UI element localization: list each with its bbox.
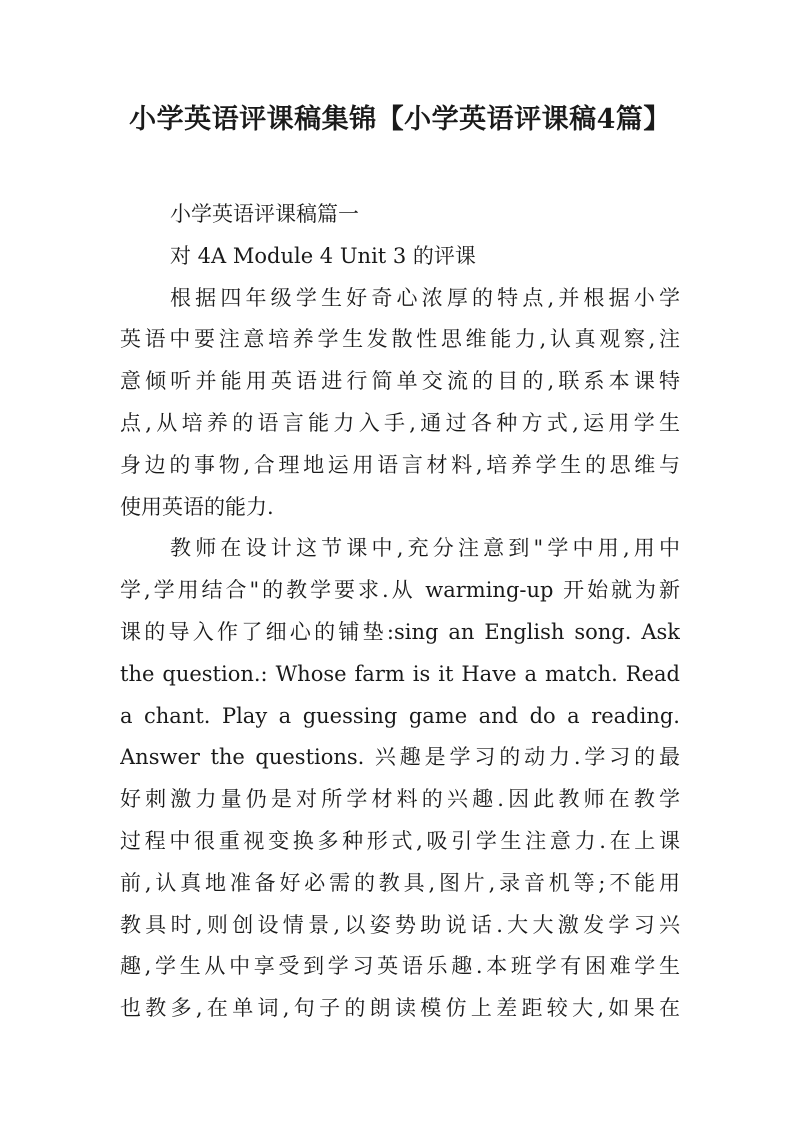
paragraph-line: 教师在设计这节课中,充分注意到"学中用,用中 <box>170 536 680 561</box>
subheading: 对 4A Module 4 Unit 3 的评课 <box>170 243 476 268</box>
paragraph-line: the question.: Whose farm is it Have a match. Read <box>120 661 680 686</box>
paragraph-line: 教具时,则创设情景,以姿势助说话.大大激发学习兴 <box>120 912 680 937</box>
paragraph-line: 过程中很重视变换多种形式,吸引学生注意力.在上课 <box>120 828 680 853</box>
paragraph-line: 英语中要注意培养学生发散性思维能力,认真观察,注 <box>120 327 680 352</box>
document-title: 小学英语评课稿集锦【小学英语评课稿4篇】 <box>129 104 671 135</box>
paragraph-line: 课的导入作了细心的铺垫:sing an English song. Ask <box>120 619 680 644</box>
paragraph-line: a chant. Play a guessing game and do a reading. <box>120 703 680 728</box>
paragraph-line: Answer the questions. 兴趣是学习的动力.学习的最 <box>120 745 680 770</box>
paragraph-line: 身边的事物,合理地运用语言材料,培养学生的思维与 <box>120 452 680 477</box>
paragraph-line: 也教多,在单词,句子的朗读模仿上差距较大,如果在 <box>120 996 680 1021</box>
paragraph-line: 趣,学生从中享受到学习英语乐趣.本班学有困难学生 <box>120 954 680 979</box>
paragraph-line: 好刺激力量仍是对所学材料的兴趣.因此教师在教学 <box>120 787 680 812</box>
document-body <box>120 194 680 1030</box>
paragraph-line: 使用英语的能力. <box>120 494 274 519</box>
paragraph-1 <box>120 278 680 529</box>
paragraph-line: 前,认真地准备好必需的教具,图片,录音机等;不能用 <box>120 870 680 895</box>
paragraph-line: 点,从培养的语言能力入手,通过各种方式,运用学生 <box>120 410 680 435</box>
section-heading: 小学英语评课稿篇一 <box>170 202 359 226</box>
paragraph-line: 学,学用结合"的教学要求.从 warming-up 开始就为新 <box>120 578 680 603</box>
paragraph-line: 意倾听并能用英语进行简单交流的目的,联系本课特 <box>120 369 680 394</box>
paragraph-2 <box>120 528 680 1030</box>
paragraph-line: 根据四年级学生好奇心浓厚的特点,并根据小学 <box>170 285 680 310</box>
